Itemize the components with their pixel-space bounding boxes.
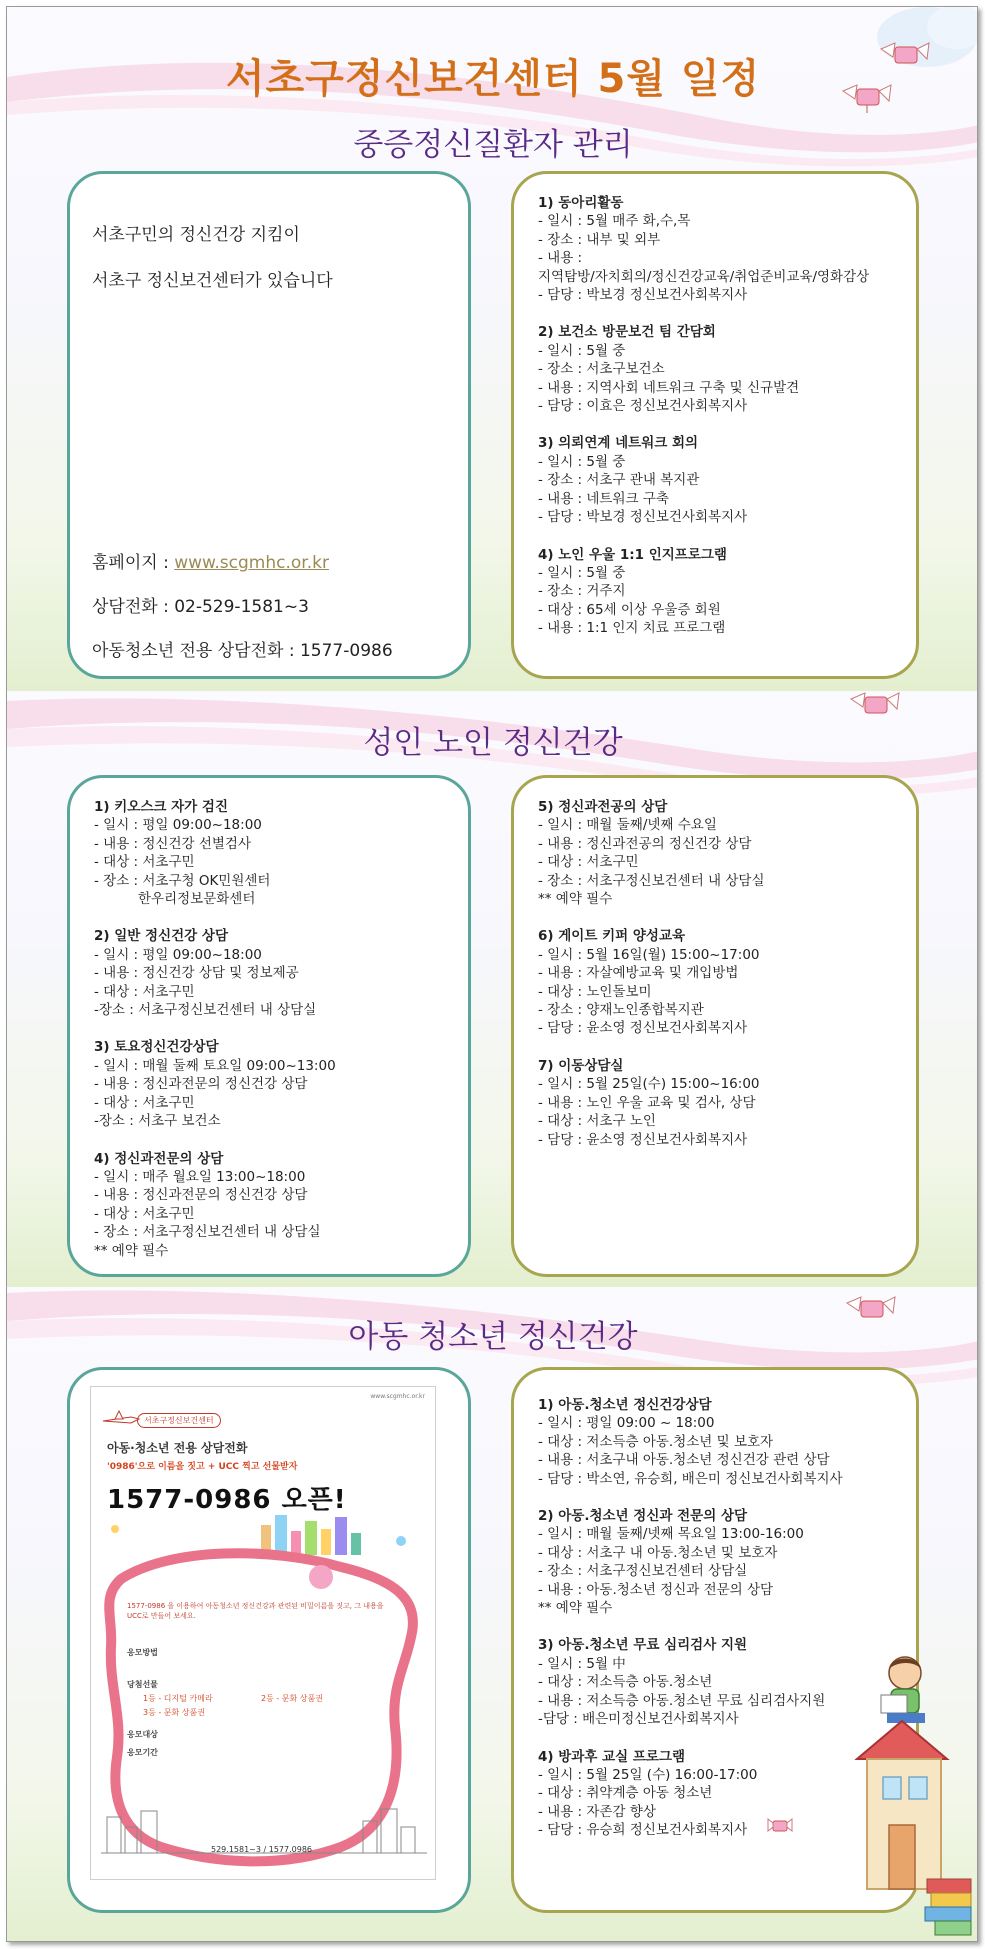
program-line: - 일시 : 매주 월요일 13:00~18:00 [94, 1168, 306, 1185]
program-line: - 내용 : 정신건강 선별검사 [94, 835, 251, 852]
program-line: - 대상 : 서초구 내 아동.청소년 및 보호자 [538, 1544, 778, 1561]
section-severe-mental-illness [7, 7, 978, 691]
program-item [538, 1507, 902, 1617]
section-title-severe: 중증정신질환자 관리 [353, 127, 633, 163]
program-line: - 장소 : 내부 및 외부 [538, 231, 661, 248]
program-title: 4) 노인 우울 1:1 인지프로그램 [538, 546, 727, 563]
program-line: - 일시 : 5월 중 [538, 342, 626, 359]
program-line: - 내용 : 저소득층 아동.청소년 무료 심리검사지원 [538, 1692, 826, 1709]
center-info-card [67, 171, 471, 679]
program-line: - 내용 : 네트워크 구축 [538, 490, 669, 507]
poster-card [67, 1367, 471, 1913]
program-line: - 대상 : 서초구민 [94, 983, 195, 1000]
program-line: - 내용 : 정신과전공의 정신건강 상담 [538, 835, 752, 852]
program-line: - 대상 : 서초구민 [94, 854, 195, 871]
program-line: - 내용 : 1:1 인지 치료 프로그램 [538, 620, 726, 637]
program-item [538, 1057, 902, 1149]
slogan-line-2: 서초구 정신보건센터가 있습니다 [92, 271, 333, 291]
program-line: - 담당 : 박소연, 유승희, 배은미 정신보건사회복지사 [538, 1470, 843, 1487]
small-candy-icon [767, 1815, 793, 1837]
program-line: - 일시 : 5월 25일 (수) 16:00-17:00 [538, 1766, 758, 1783]
program-card-severe [511, 171, 919, 679]
program-line: - 장소 : 서초구정신보건센터 내 상담실 [94, 1224, 321, 1241]
program-line: - 내용 : 노인 우울 교육 및 검사, 상담 [538, 1094, 756, 1111]
poster-row-prizes: 당첨선물 [127, 1680, 158, 1689]
program-line: - 일시 : 매월 둘째 토요일 09:00~13:00 [94, 1057, 336, 1074]
poster-footer-phone: 529.1581~3 / 1577.0986 [211, 1845, 313, 1854]
program-line: - 장소 : 서초구정신보건센터 내 상담실 [538, 872, 765, 889]
program-line: - 대상 : 서초구 노인 [538, 1113, 656, 1130]
boy-reading-on-house-illustration [827, 1649, 977, 1939]
youth-hotline-poster [90, 1386, 436, 1880]
program-line: - 내용 : 아동.청소년 정신과 전문의 상담 [538, 1581, 774, 1598]
program-line: 지역탐방/자치회의/정신건강교육/취업준비교육/영화감상 [538, 268, 870, 285]
homepage-label: 홈페이지 : [92, 553, 175, 573]
program-item [538, 434, 902, 526]
program-item [94, 927, 454, 1019]
program-line: -장소 : 서초구정신보건센터 내 상담실 [94, 1002, 317, 1019]
homepage-link[interactable]: www.scgmhc.or.kr [174, 553, 329, 573]
program-line: - 담당 : 윤소영 정신보건사회복지사 [538, 1131, 748, 1148]
program-title: 3) 의뢰연계 네트워크 회의 [538, 435, 699, 452]
page-title: 서초구정신보건센터 5월 일정 [225, 56, 761, 102]
slogan-line-1: 서초구민의 정신건강 지킴이 [92, 225, 300, 245]
program-line: - 일시 : 평일 09:00~18:00 [94, 946, 262, 963]
program-line: - 일시 : 5월 中 [538, 1655, 626, 1672]
program-line: - 담당 : 이효은 정신보건사회복지사 [538, 398, 748, 415]
program-line: - 담당 : 박보경 정신보건사회복지사 [538, 287, 748, 304]
program-line: - 일시 : 매월 둘째/넷째 목요일 13:00-16:00 [538, 1526, 804, 1543]
program-title: 2) 아동.청소년 정신과 전문의 상담 [538, 1508, 748, 1525]
program-item [538, 194, 902, 304]
program-line: - 일시 : 5월 16일(월) 15:00~17:00 [538, 946, 760, 963]
program-item [94, 1150, 454, 1260]
program-line: - 일시 : 5월 25일(수) 15:00~16:00 [538, 1076, 760, 1093]
program-line: - 일시 : 5월 매주 화,수,목 [538, 213, 691, 230]
poster-phone-number: 1577-0986 오픈! [107, 1485, 347, 1515]
poster-prize-3: 3등 - 문화 상품권 [143, 1708, 205, 1717]
program-line: - 내용 : 정신과전문의 정신건강 상담 [94, 1187, 308, 1204]
homepage-row [92, 548, 329, 573]
program-line: - 담당 : 유승희 정신보건사회복지사 [538, 1822, 748, 1839]
phone-number: 상담전화 : 02-529-1581~3 [92, 597, 309, 617]
program-title: 1) 동아리활동 [538, 195, 624, 211]
program-item [538, 798, 902, 908]
program-line: - 대상 : 저소득층 아동.청소년 [538, 1674, 713, 1691]
program-line: - 내용 : 정신과전문의 정신건강 상담 [94, 1076, 308, 1093]
program-card-adult-left [67, 775, 471, 1277]
program-title: 3) 토요정신건강상담 [94, 1039, 219, 1056]
section-child-youth [7, 1287, 978, 1942]
program-title: 1) 키오스크 자가 검진 [94, 799, 228, 815]
program-line: - 대상 : 서초구민 [94, 1205, 195, 1222]
program-title: 5) 정신과전공의 상담 [538, 799, 668, 815]
program-line: - 내용 : 서초구내 아동.청소년 정신건강 관련 상담 [538, 1452, 830, 1469]
poster-body-text: 1577-0986 을 이용하여 아동청소년 정신건강과 관련된 비밀이름을 짓고, 그 내용을 UCC로 만들어 보세요. [127, 1602, 384, 1620]
program-item [94, 1038, 454, 1130]
poster-row-target: 응모대상 [127, 1730, 158, 1739]
poster-prize-1: 1등 - 디지털 카메라 [143, 1694, 213, 1703]
program-line: - 대상 : 65세 이상 우울증 회원 [538, 601, 721, 618]
program-line: - 내용 : 자존감 향상 [538, 1803, 656, 1820]
program-line: - 담당 : 박보경 정신보건사회복지사 [538, 509, 748, 526]
program-line: - 대상 : 취약계층 아동 청소년 [538, 1785, 713, 1802]
program-line: - 내용 : 정신건강 상담 및 정보제공 [94, 965, 299, 982]
poster-row-method: 응모방법 [127, 1648, 158, 1657]
program-item [538, 1396, 902, 1488]
program-line: - 장소 : 서초구 관내 복지관 [538, 472, 700, 489]
poster-headline: 아동·청소년 전용 상담전화 [107, 1441, 248, 1455]
program-card-adult-right [511, 775, 919, 1277]
program-line: - 일시 : 5월 중 [538, 453, 626, 470]
program-title: 3) 아동.청소년 무료 심리검사 지원 [538, 1637, 748, 1654]
section-title-adult: 성인 노인 정신건강 [363, 725, 623, 761]
program-line: - 대상 : 저소득층 아동.청소년 및 보호자 [538, 1433, 774, 1450]
program-item [538, 323, 902, 415]
section-adult-senior [7, 691, 978, 1287]
poster-subheadline: '0986'으로 이름을 짓고 + UCC 찍고 선물받자 [107, 1462, 298, 1472]
program-line: - 장소 : 거주지 [538, 583, 626, 600]
program-item [94, 798, 454, 908]
reservation-note: ** 예약 필수 [94, 1242, 169, 1259]
program-title: 4) 정신과전문의 상담 [94, 1150, 224, 1167]
program-title: 6) 게이트 키퍼 양성교육 [538, 928, 686, 945]
program-line: - 내용 : [538, 250, 583, 267]
program-line: - 장소 : 양재노인종합복지관 [538, 1002, 704, 1019]
reservation-note: ** 예약 필수 [538, 1600, 613, 1617]
section-title-youth: 아동 청소년 정신건강 [348, 1319, 638, 1355]
program-line: - 일시 : 5월 중 [538, 564, 626, 581]
program-line: - 대상 : 노인돌보미 [538, 983, 652, 1000]
program-line: -담당 : 배은미정신보건사회복지사 [538, 1711, 739, 1728]
program-line: - 일시 : 평일 09:00 ~ 18:00 [538, 1415, 715, 1432]
program-title: 2) 보건소 방문보건 팀 간담회 [538, 324, 716, 341]
program-line: - 장소 : 서초구청 OK민원센터 [94, 872, 271, 889]
program-title: 2) 일반 정신건강 상담 [94, 928, 228, 945]
program-line: - 일시 : 매월 둘째/넷째 수요일 [538, 817, 717, 834]
program-title: 4) 방과후 교실 프로그램 [538, 1748, 686, 1765]
youth-phone-number: 아동청소년 전용 상담전화 : 1577-0986 [92, 641, 393, 661]
program-line: - 장소 : 서초구보건소 [538, 361, 665, 378]
program-line: - 장소 : 서초구정신보건센터 상담실 [538, 1563, 748, 1580]
program-line: - 일시 : 평일 09:00~18:00 [94, 817, 262, 834]
airplane-icon [101, 1409, 141, 1431]
poster-badge: 서초구정신보건센터 [137, 1413, 221, 1428]
reservation-note: ** 예약 필수 [538, 891, 613, 908]
poster-url: www.scgmhc.or.kr [370, 1393, 425, 1400]
program-line: -장소 : 서초구 보건소 [94, 1113, 221, 1130]
program-line: - 내용 : 자살예방교육 및 개입방법 [538, 965, 739, 982]
page-frame [6, 6, 978, 1942]
poster-row-period: 응모기간 [127, 1748, 158, 1757]
program-item [538, 927, 902, 1037]
program-line: - 담당 : 윤소영 정신보건사회복지사 [538, 1020, 748, 1037]
program-line: - 대상 : 서초구민 [94, 1094, 195, 1111]
program-title: 7) 이동상담실 [538, 1057, 624, 1074]
program-line: - 내용 : 지역사회 네트워크 구축 및 신규발견 [538, 379, 800, 396]
program-title: 1) 아동.청소년 정신건강상담 [538, 1397, 712, 1413]
program-line: 한우리정보문화센터 [138, 891, 256, 908]
program-item [538, 546, 902, 638]
poster-prize-2: 2등 - 문화 상품권 [261, 1694, 323, 1703]
program-line: - 대상 : 서초구민 [538, 854, 639, 871]
